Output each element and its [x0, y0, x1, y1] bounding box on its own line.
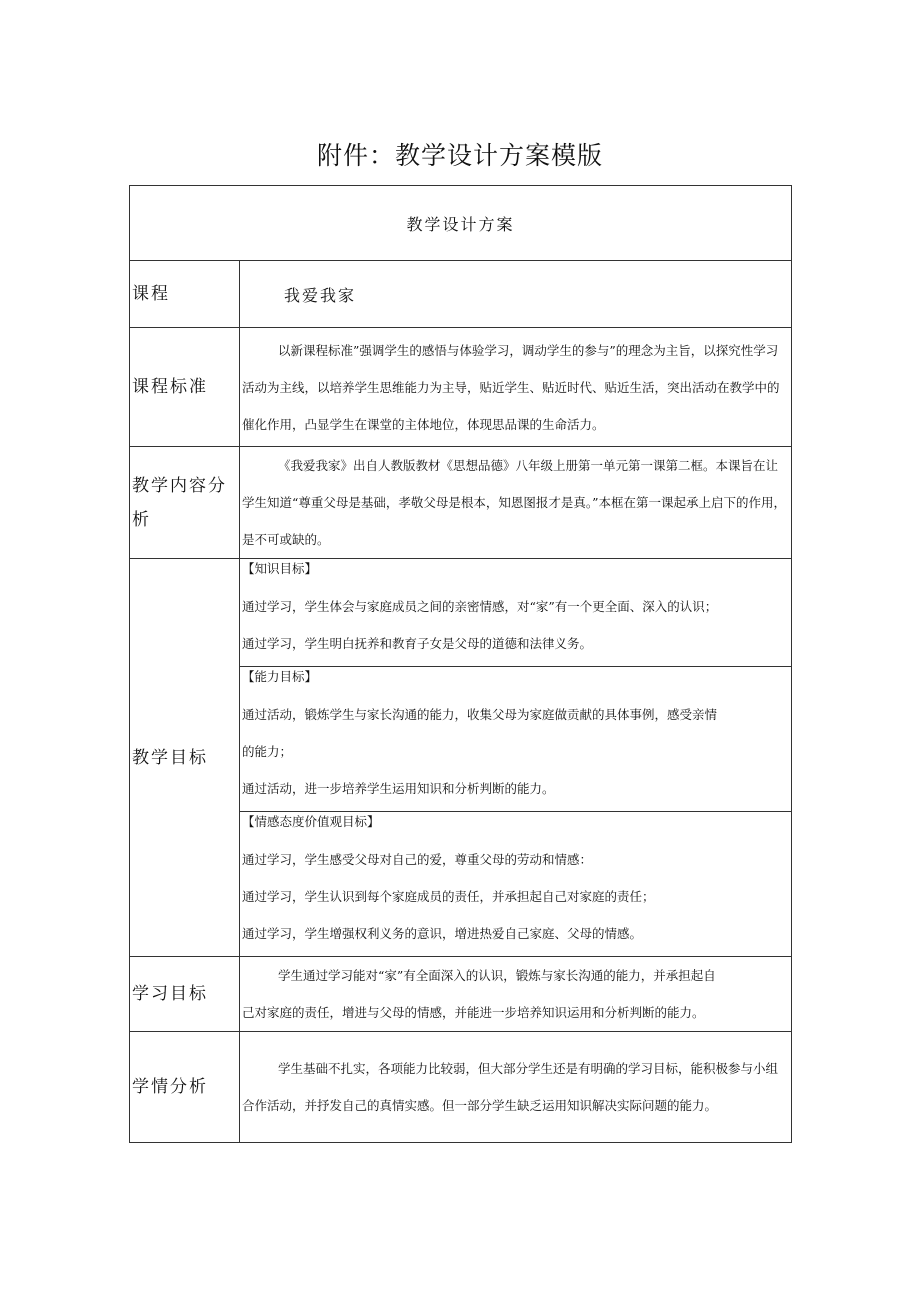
ability-goal-heading: 【能力目标】 [242, 669, 318, 684]
emotion-goal-cell [240, 812, 792, 957]
knowledge-goal-cell [240, 559, 792, 667]
learning-goal-cell [240, 957, 792, 1032]
content-analysis-row [130, 447, 792, 559]
ability-goal-line: 通过活动，锻炼学生与家长沟通的能力，收集父母为家庭做贡献的具体事例，感受亲情 [242, 707, 718, 722]
learning-goal-line: 学生通过学习能对“家”有全面深入的认识，锻炼与家长沟通的能力，并承担起自 [278, 968, 716, 983]
student-analysis-row [130, 1032, 792, 1143]
content-analysis-text: 《我爱我家》出自人教版教材《思想品德》八年级上册第一单元第一课第二框。本课旨在让学生知道“尊重父母是基础，孝敬父母是根本，知恩图报才是真。”本框在第一课起承上启下的作用，是不可或缺的。 [240, 447, 792, 559]
course-row [130, 261, 792, 328]
objectives-knowledge-row [130, 559, 792, 667]
standard-row [130, 328, 792, 447]
emotion-goal-heading: 【情感态度价值观目标】 [242, 814, 380, 829]
ability-goal-line: 通过活动，进一步培养学生运用知识和分析判断的能力。 [242, 781, 555, 796]
ability-goal-line: 的能力； [242, 744, 293, 759]
standard-text: 以新课程标准”强调学生的感悟与体验学习，调动学生的参与”的理念为主旨，以探究性学习活动为主线，以培养学生思维能力为主导，贴近学生、贴近时代、贴近生活，突出活动在教学中的催化作用，凸显学生在课堂的主体地位，体现思品课的生命活力。 [240, 328, 792, 447]
emotion-goal-line: 通过学习，学生增强权利义务的意识，增进热爱自己家庭、父母的情感。 [242, 926, 643, 941]
table-title: 教学设计方案 [130, 186, 792, 261]
student-analysis-text: 学生基础不扎实，各项能力比较弱，但大部分学生还是有明确的学习目标，能积极参与小组合作活动，并抒发自己的真情实感。但一部分学生缺乏运用知识解决实际问题的能力。 [240, 1032, 792, 1143]
page-title: 附件：教学设计方案模版 [316, 141, 603, 170]
emotion-goal-line: 通过学习，学生感受父母对自己的爱，尊重父母的劳动和情感： [242, 852, 593, 867]
knowledge-goal-line: 通过学习，学生体会与家庭成员之间的亲密情感，对“家”有一个更全面、深入的认识； [242, 599, 718, 614]
teaching-plan-table [129, 185, 792, 1143]
content-analysis-label: 教学内容分析 [130, 447, 240, 559]
knowledge-goal-line: 通过学习，学生明白抚养和教育子女是父母的道德和法律义务。 [242, 636, 593, 651]
emotion-goal-line: 通过学习，学生认识到每个家庭成员的责任，并承担起自己对家庭的责任； [242, 889, 655, 904]
ability-goal-cell [240, 667, 792, 812]
course-label: 课程 [130, 261, 240, 328]
learning-goal-line: 己对家庭的责任，增进与父母的情感，并能进一步培养知识运用和分析判断的能力。 [242, 1005, 705, 1020]
objectives-label: 教学目标 [130, 559, 240, 957]
standard-label: 课程标准 [130, 328, 240, 447]
course-value: 我爱我家 [240, 261, 792, 328]
learning-goal-row [130, 957, 792, 1032]
student-analysis-label: 学情分析 [130, 1032, 240, 1143]
knowledge-goal-heading: 【知识目标】 [242, 561, 318, 576]
table-title-row [130, 186, 792, 261]
learning-goal-label: 学习目标 [130, 957, 240, 1032]
